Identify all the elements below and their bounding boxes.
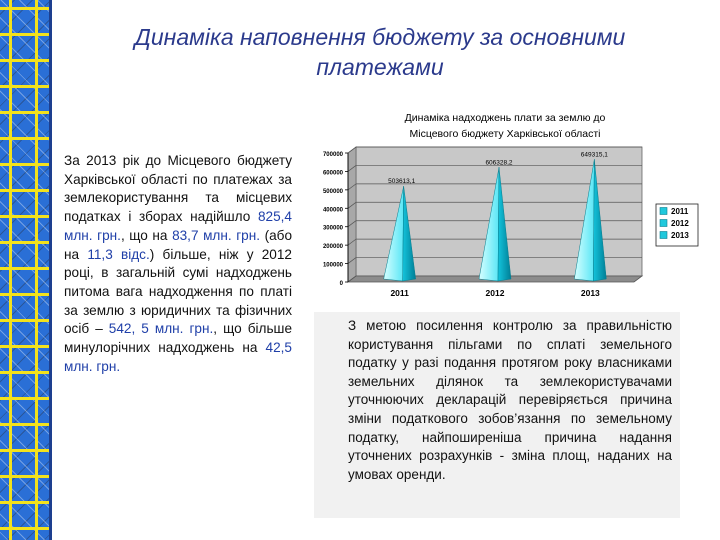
- chart-canvas: [300, 108, 710, 308]
- y-tick-label: 700000: [322, 152, 343, 158]
- legend-swatch: [660, 220, 667, 227]
- summary-text-part: , що на: [120, 227, 173, 243]
- page-title-line-1: Динаміка наповнення бюджету за основними: [134, 24, 626, 50]
- data-label: 503613,1: [388, 178, 416, 186]
- legend-label: 2013: [671, 231, 689, 240]
- x-tick-label: 2012: [485, 288, 505, 298]
- summary-amount: 825,4 млн. грн.: [64, 209, 292, 243]
- chart-title-line: Місцевого бюджету Харківської області: [409, 128, 601, 140]
- y-tick-label: 600000: [322, 170, 343, 177]
- ornament-border: [0, 0, 52, 540]
- summary-amount: 42,5 млн. грн.: [64, 340, 292, 374]
- legend-swatch: [660, 232, 667, 239]
- land-payments-chart: [300, 108, 710, 308]
- summary-text-part: (або на: [64, 227, 293, 262]
- y-tick-label: 200000: [322, 244, 343, 251]
- y-tick-label: 300000: [322, 225, 343, 232]
- x-tick-label: 2013: [580, 288, 600, 298]
- y-tick-label: 400000: [322, 207, 343, 214]
- y-tick-label: 100000: [322, 262, 343, 269]
- summary-amount: 542, 5 млн. грн.: [108, 321, 214, 337]
- summary-amount: 83,7 млн. грн.: [172, 227, 261, 243]
- legend-label: 2012: [671, 219, 689, 228]
- summary-text-part: ) більше, ніж у 2012 році, в загальній сумі надходжень питома вага надходження по платі за землю з юридичних та фізичних осіб –: [64, 246, 292, 337]
- y-tick-label: 500000: [322, 188, 343, 195]
- legend-label: 2011: [671, 207, 689, 216]
- budget-summary-text: [64, 152, 292, 376]
- plot-side-wall: [348, 147, 356, 282]
- summary-percent: 11,3 відс.: [87, 246, 150, 262]
- legend-swatch: [660, 208, 667, 215]
- data-label: 649315,1: [580, 151, 608, 159]
- control-measures-text: З метою посилення контролю за правильністю користування пільгами по сплаті земельного податку у разі подання протягом року власниками земельних ділянок та землекористувачами уточнюючих декларацій перевіряється причина зміни податкового зобов’язання по земельному податку, найпоширеніша причина надання уточнених розрахунків - зміна площ, наданих на умовах оренди.: [314, 312, 680, 518]
- data-label: 606328,2: [485, 159, 513, 167]
- summary-text-part: , що більше минулорічних надходжень на: [64, 321, 292, 356]
- x-tick-label: 2011: [390, 288, 409, 298]
- summary-text-part: За 2013 рік до Місцевого бюджету Харківської області по платежах за землекористування та місцевих податках і зборах надійшло: [64, 153, 292, 225]
- page-title-line-2: платежами: [316, 54, 444, 80]
- chart-title-line: Динаміка надходжень плати за землю до: [404, 112, 606, 124]
- page-title: [60, 22, 700, 82]
- y-tick-label: 0: [339, 281, 343, 287]
